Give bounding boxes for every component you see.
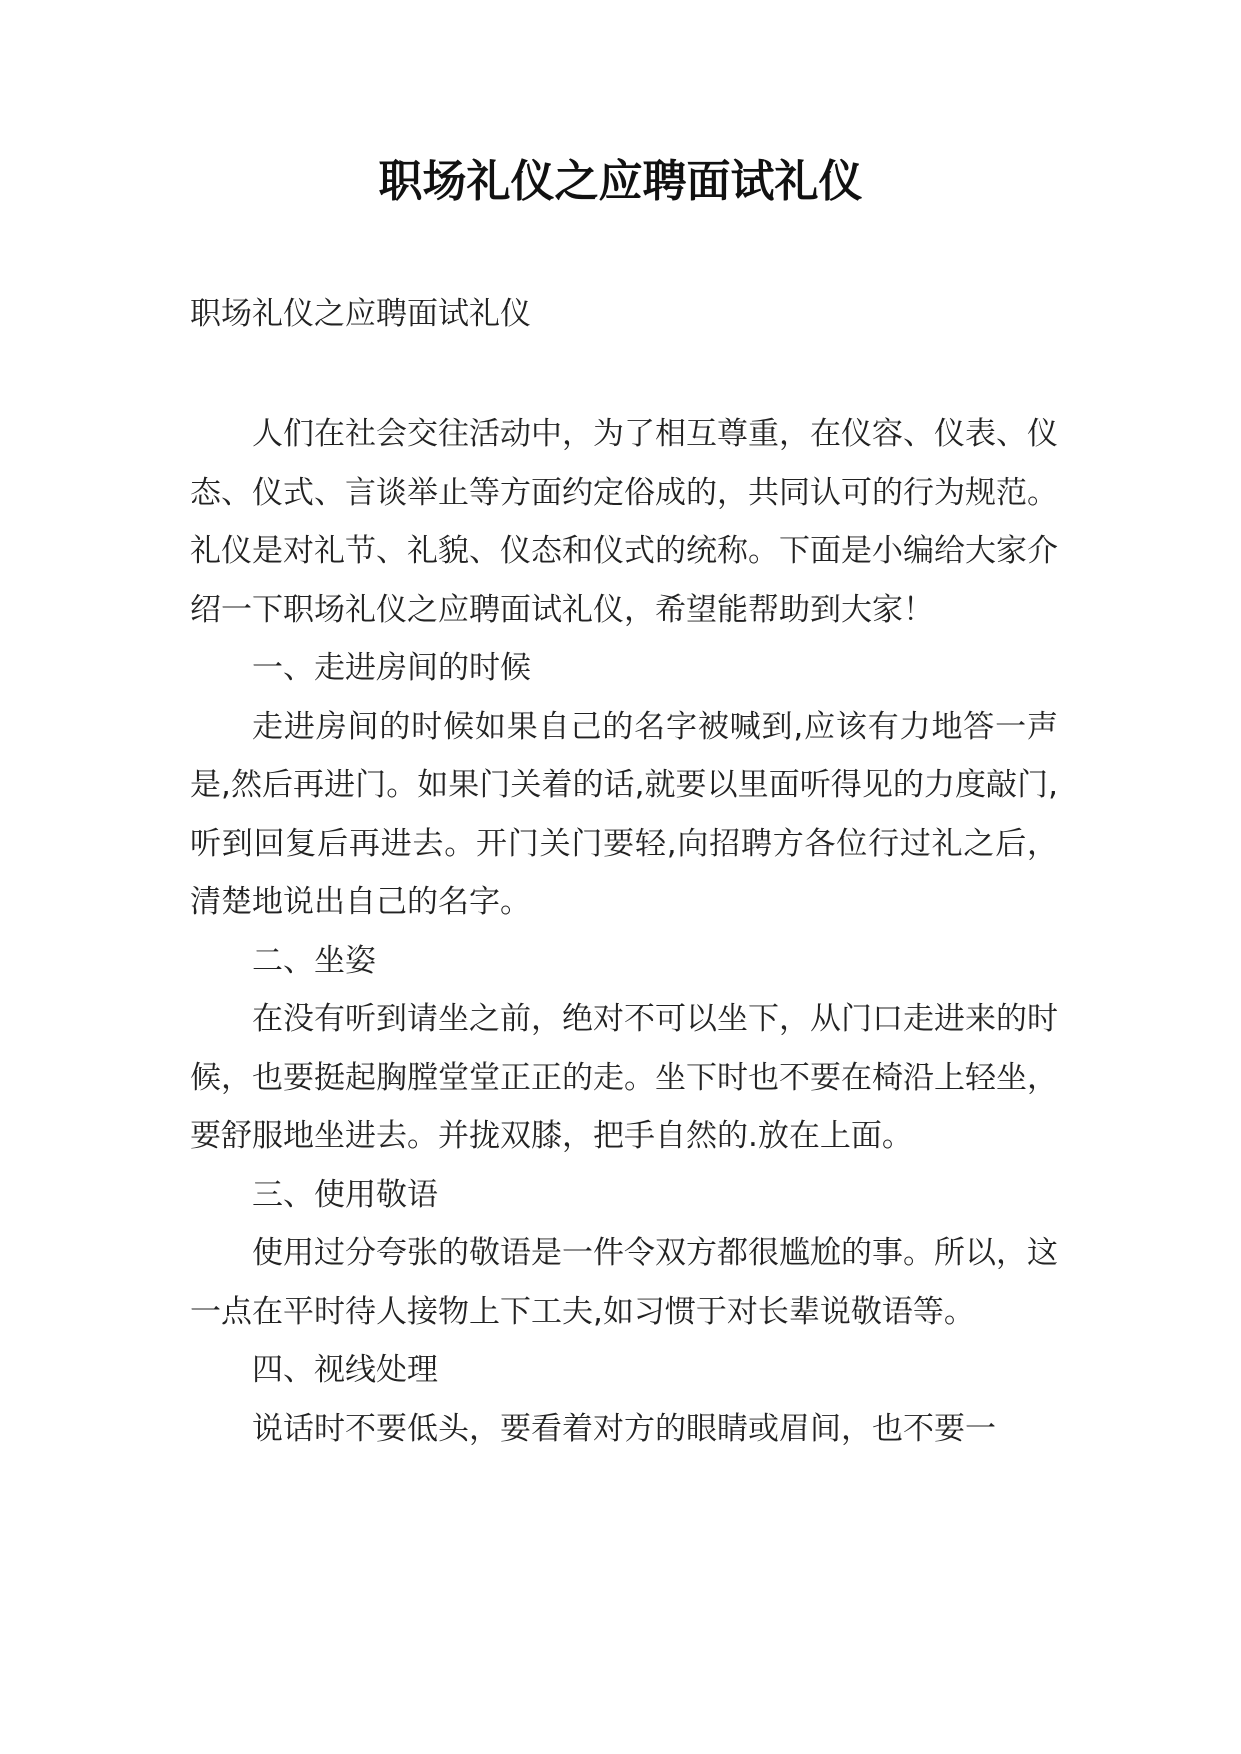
section-heading-sitting-posture: 二、坐姿 [252,942,376,979]
body-paragraph-eye-contact: 说话时不要低头，要看着对方的眼睛或眉间，也不要一 [252,1410,996,1447]
body-paragraph-sitting-posture: 在没有听到请坐之前，绝对不可以坐下，从门口走进来的时候，也要挺起胸膛堂堂正正的走。坐下时也不要在椅沿上轻坐，要舒服地坐进去。并拢双膝，把手自然的.放在上面。 [190,1001,1058,1154]
section-heading-honorifics: 三、使用敬语 [252,1176,438,1213]
section-heading-eye-contact: 四、视线处理 [252,1352,438,1388]
document-body [190,405,1058,1458]
body-paragraph-entering-room: 走进房间的时候如果自己的名字被喊到,应该有力地答一声是,然后再进门。如果门关着的话,就要以里面听得见的力度敲门,听到回复后再进去。开门关门要轻,向招聘方各位行过礼之后，清楚地说出自己的名字。 [190,708,1058,920]
document-subtitle: 职场礼仪之应聘面试礼仪 [190,296,531,332]
intro-paragraph: 人们在社会交往活动中，为了相互尊重，在仪容、仪表、仪态、仪式、言谈举止等方面约定俗成的，共同认可的行为规范。礼仪是对礼节、礼貌、仪态和仪式的统称。下面是小编给大家介绍一下职场礼仪之应聘面试礼仪，希望能帮助到大家！ [190,416,1058,628]
section-heading-entering-room: 一、走进房间的时候 [252,650,531,686]
body-paragraph-honorifics: 使用过分夸张的敬语是一件令双方都很尴尬的事。所以，这一点在平时待人接物上下工夫,如习惯于对长辈说敬语等。 [190,1235,1058,1330]
document-title: 职场礼仪之应聘面试礼仪 [378,156,863,207]
